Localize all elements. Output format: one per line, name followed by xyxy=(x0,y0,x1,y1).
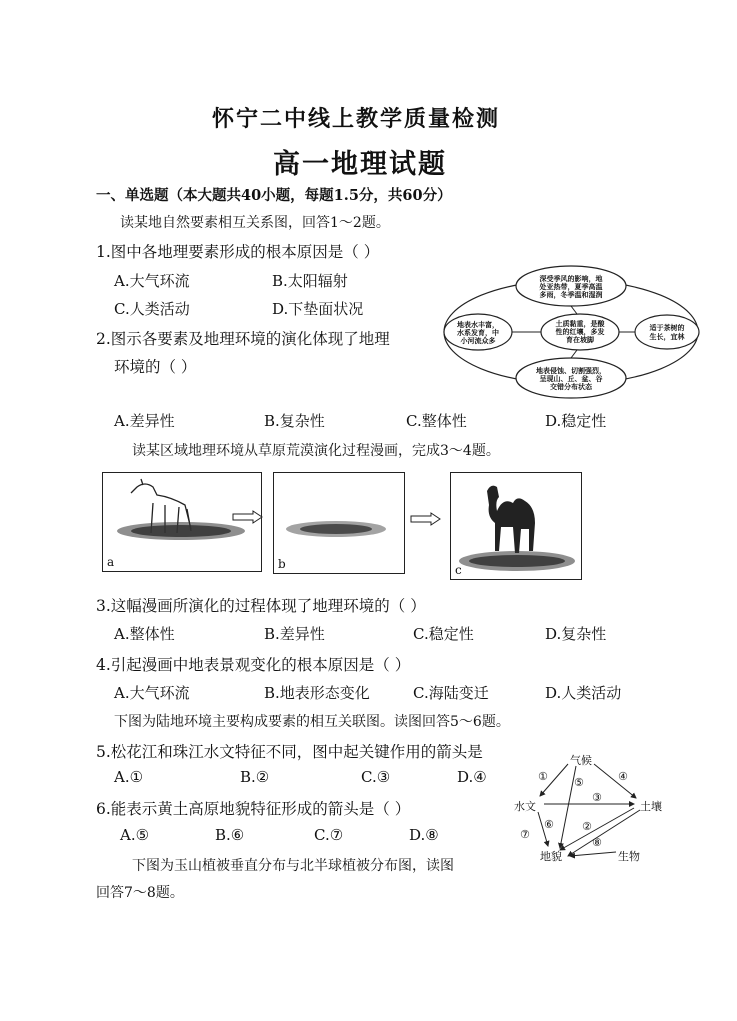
panel-label-c: c xyxy=(455,563,462,577)
q6-option-c[interactable]: C.⑦ xyxy=(314,826,344,844)
q3-option-d[interactable]: D.复杂性 xyxy=(545,625,607,643)
q3-option-a[interactable]: A.整体性 xyxy=(114,625,175,643)
q2-option-a[interactable]: A.差异性 xyxy=(114,412,175,430)
q1-option-a[interactable]: A.大气环流 xyxy=(114,272,190,290)
q6-stem: 6.能表示黄土高原地貌特征形成的箭头是（ ） xyxy=(96,800,411,818)
intro-q3-4: 读某区域地理环境从草原荒漠演化过程漫画，完成3～4题。 xyxy=(132,443,500,459)
q4-option-c[interactable]: C.海陆变迁 xyxy=(413,684,489,702)
land-elements-diagram xyxy=(512,752,682,868)
node-landform: 地貌 xyxy=(540,850,562,863)
q4-option-b[interactable]: B.地表形态变化 xyxy=(264,684,370,702)
center-text-2: 性的红壤，多发 xyxy=(555,328,605,336)
center-text-3: 育在坡脚 xyxy=(566,336,594,344)
right-text-1: 适于茶树的 xyxy=(649,324,685,332)
arrow-label-1: ① xyxy=(538,770,548,783)
q1-stem: 1.图中各地理要素形成的根本原因是（ ） xyxy=(96,243,380,261)
q5-option-d[interactable]: D.④ xyxy=(457,768,487,786)
panel-label-a: a xyxy=(107,555,115,569)
q5-option-c[interactable]: C.③ xyxy=(361,768,391,786)
q4-stem: 4.引起漫画中地表景观变化的根本原因是（ ） xyxy=(96,656,411,674)
arrow-label-3: ③ xyxy=(592,791,602,804)
panel-label-b: b xyxy=(278,557,286,571)
desert-camel-image xyxy=(451,473,581,579)
q5-option-b[interactable]: B.② xyxy=(240,768,270,786)
degraded-grass-image xyxy=(274,473,404,573)
q3-stem: 3.这幅漫画所演化的过程体现了地理环境的（ ） xyxy=(96,597,426,615)
section-heading: 一、单选题（本大题共40小题，每题1.5分，共60分） xyxy=(96,187,452,204)
top-text-1: 深受季风的影响，地 xyxy=(539,275,603,283)
bottom-text-1: 地表侵蚀、切割强烈， xyxy=(536,367,606,375)
bottom-text-3: 交错分布状态 xyxy=(550,383,592,391)
q2-option-c[interactable]: C.整体性 xyxy=(406,412,467,430)
q4-option-a[interactable]: A.大气环流 xyxy=(114,684,190,702)
q2-option-d[interactable]: D.稳定性 xyxy=(545,412,607,430)
node-biology: 生物 xyxy=(618,850,640,863)
top-text-3: 多雨，冬季温和湿润 xyxy=(539,291,603,299)
node-climate: 气候 xyxy=(570,754,592,767)
q4-option-d[interactable]: D.人类活动 xyxy=(545,684,622,702)
q6-option-a[interactable]: A.⑤ xyxy=(120,826,150,844)
intro-q1-2: 读某地自然要素相互关系图，回答1～2题。 xyxy=(120,215,390,231)
arrow-label-6: ⑥ xyxy=(544,818,554,831)
right-text-2: 生长，宜林 xyxy=(649,333,685,341)
q3-option-c[interactable]: C.稳定性 xyxy=(413,625,474,643)
q2-stem-line1: 2.图示各要素及地理环境的演化体现了地理 xyxy=(96,330,390,348)
intro-q5-6: 下图为陆地环境主要构成要素的相互关联图。读图回答5～6题。 xyxy=(114,714,510,730)
q1-option-c[interactable]: C.人类活动 xyxy=(114,300,190,318)
arrow-label-5: ⑤ xyxy=(574,776,584,789)
right-ellipse xyxy=(635,315,699,349)
arrow-label-4: ④ xyxy=(618,770,628,783)
top-text-2: 处亚热带，夏季高温 xyxy=(539,283,603,291)
arrow-right-icon xyxy=(410,512,442,526)
q5-stem: 5.松花江和珠江水文特征不同，图中起关键作用的箭头是 xyxy=(96,743,483,761)
left-text-2: 水系发育，中 xyxy=(457,329,499,337)
node-soil: 土壤 xyxy=(640,800,662,813)
center-text-1: 土质黏重，是酸 xyxy=(555,320,605,328)
cartoon-panel-b xyxy=(273,472,405,574)
arrow-label-7: ⑦ xyxy=(520,828,530,841)
q1-option-b[interactable]: B.太阳辐射 xyxy=(272,272,348,290)
nature-factors-diagram xyxy=(440,262,702,402)
q6-option-b[interactable]: B.⑥ xyxy=(215,826,245,844)
q2-option-b[interactable]: B.复杂性 xyxy=(264,412,325,430)
q5-option-a[interactable]: A.① xyxy=(114,768,144,786)
q1-option-d[interactable]: D.下垫面状况 xyxy=(272,300,364,318)
q6-option-d[interactable]: D.⑧ xyxy=(409,826,439,844)
left-text-3: 小河流众多 xyxy=(460,337,496,345)
arrow-label-8: ⑧ xyxy=(592,836,602,849)
arrow-label-2: ② xyxy=(582,820,592,833)
intro-q7-8-line2: 回答7～8题。 xyxy=(96,885,184,901)
exam-title: 高一地理试题 xyxy=(273,149,447,180)
bottom-text-2: 呈现山、丘、盆、谷 xyxy=(539,375,603,383)
school-title: 怀宁二中线上教学质量检测 xyxy=(212,106,501,132)
q3-option-b[interactable]: B.差异性 xyxy=(264,625,325,643)
arrow-right-icon xyxy=(232,510,264,524)
cartoon-panel-c xyxy=(450,472,582,580)
intro-q7-8-line1: 下图为玉山植被垂直分布与北半球植被分布图，读图 xyxy=(132,858,454,874)
node-hydrology: 水文 xyxy=(514,800,536,813)
left-text-1: 地表水丰富， xyxy=(457,321,499,329)
q2-stem-line2: 环境的（ ） xyxy=(114,358,197,376)
